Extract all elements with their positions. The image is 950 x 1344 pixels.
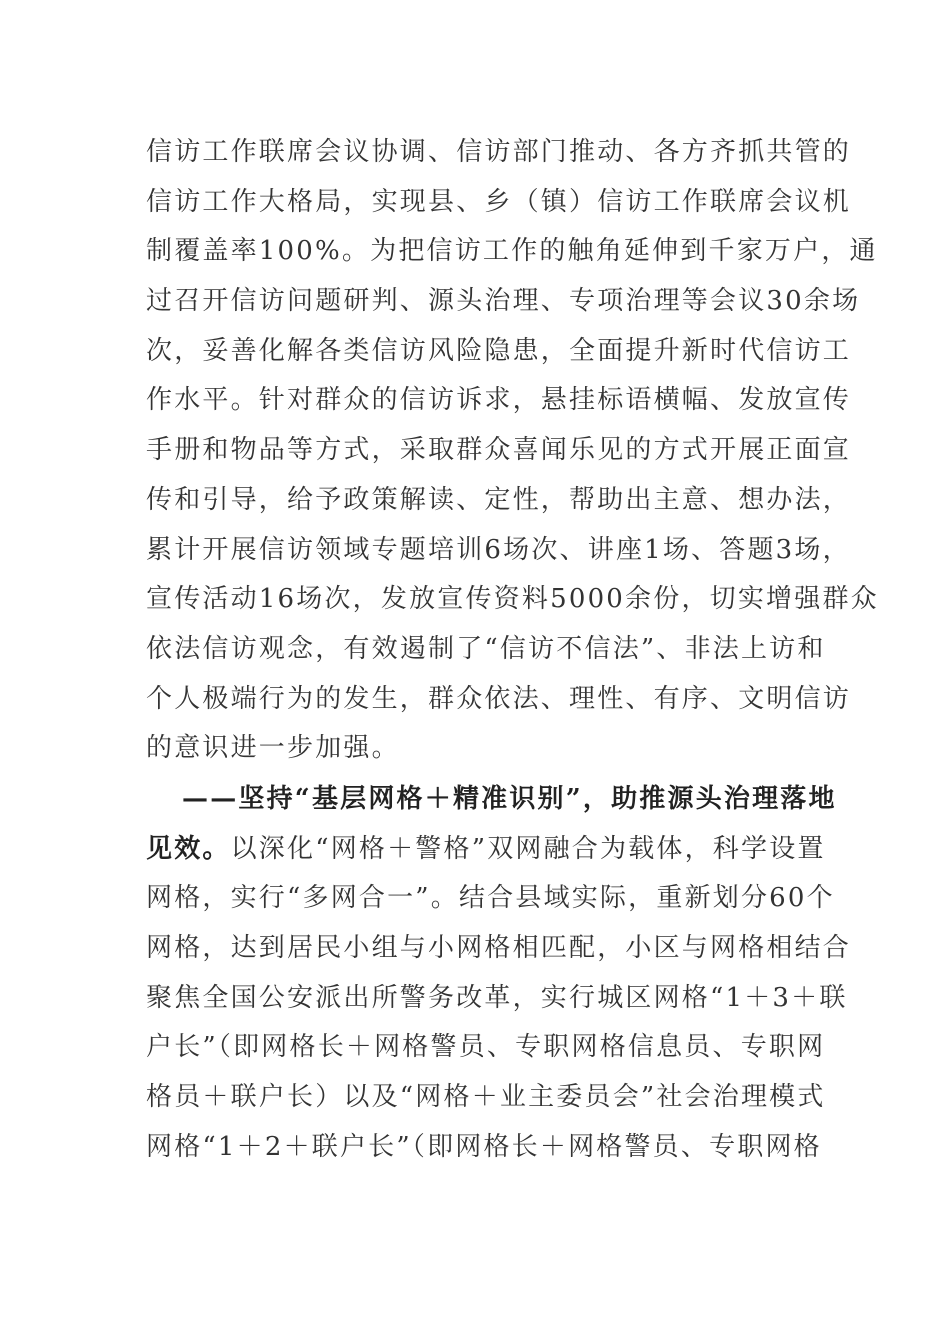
paragraph-line: 聚焦全国公安派出所警务改革，实行城区网格“1＋3＋联 [146,982,848,1013]
paragraph-line: 网格，实行“多网合一”。结合县域实际，重新划分60个 [146,883,835,914]
paragraph-2 [146,775,852,1173]
paragraph-line: 依法信访观念，有效遏制了“信访不信法”、非法上访和 [146,633,826,664]
section-heading-end: 见效。 [146,833,231,864]
paragraph-text: 以深化“网格＋警格”双网融合为载体，科学设置 [230,833,826,864]
paragraph-line: 户长”（即网格长＋网格警员、专职网格信息员、专职网 [146,1032,826,1063]
paragraph-line: 宣传活动16场次，发放宣传资料5000余份，切实增强群众 [146,584,879,615]
paragraph-line: 作水平。针对群众的信访诉求，悬挂标语横幅、发放宣传 [146,385,852,416]
paragraph-1 [146,128,879,774]
paragraph-line: 信访工作大格局，实现县、乡（镇）信访工作联席会议机 [146,186,852,217]
paragraph-line: 传和引导，给予政策解读、定性，帮助出主意、想办法， [146,484,852,515]
paragraph-line: 信访工作联席会议协调、信访部门推动、各方齐抓共管的 [146,137,852,167]
paragraph-line: 格员＋联户长）以及“网格＋业主委员会”社会治理模式 [146,1082,826,1113]
paragraph-line: 网格，达到居民小组与小网格相匹配，小区与网格相结合 [146,933,852,964]
paragraph-line [146,825,826,875]
paragraph-line: 次，妥善化解各类信访风险隐患，全面提升新时代信访工 [146,335,852,366]
paragraph-line: 网格“1＋2＋联户长”（即网格长＋网格警员、专职网格 [146,1131,822,1162]
section-heading: ——坚持“基层网格＋精准识别”，助推源头治理落地 [182,784,837,814]
paragraph-line: 的意识进一步加强。 [146,733,400,764]
paragraph-line: 个人极端行为的发生，群众依法、理性、有序、文明信访 [146,683,852,714]
paragraph-line: 手册和物品等方式，采取群众喜闻乐见的方式开展正面宣 [146,435,852,466]
paragraph-line: 制覆盖率100%。为把信访工作的触角延伸到千家万户，通 [146,236,878,267]
paragraph-line: 过召开信访问题研判、源头治理、专项治理等会议30余场 [146,286,861,317]
paragraph-line: 累计开展信访领域专题培训6场次、讲座1场、答题3场， [146,534,851,565]
